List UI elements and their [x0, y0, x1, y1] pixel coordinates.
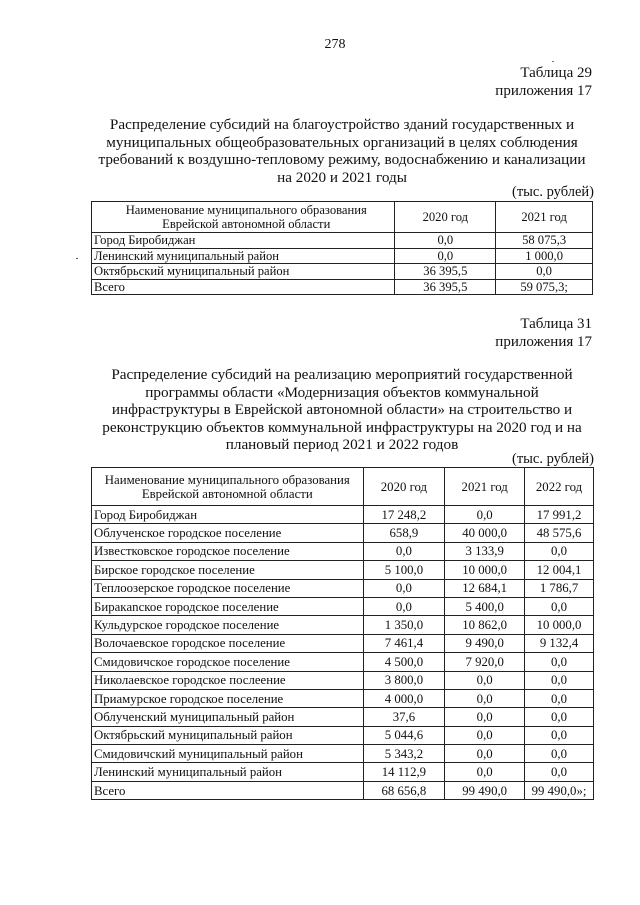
table-row [92, 524, 594, 542]
value-2022: 0,0 [525, 726, 594, 744]
row-name: Облученское городское поселение [92, 524, 364, 542]
value-2021: 7 920,0 [445, 653, 525, 671]
value-2020: 17 248,2 [363, 506, 445, 524]
table29-label-appendix: приложения 17 [495, 83, 592, 99]
value-2021: 0,0 [445, 708, 525, 726]
value-2020: 0,0 [363, 579, 445, 597]
table29-label-number: Таблица 29 [520, 65, 592, 81]
value-2021: 0,0 [445, 689, 525, 707]
value-2020: 4 500,0 [363, 653, 445, 671]
value-2021: 0,0 [445, 745, 525, 763]
value-2022: 0,0 [525, 671, 594, 689]
table29-units: (тыс. рублей) [512, 184, 594, 200]
row-name: Всего [92, 781, 364, 799]
title-line: требований к воздушно-тепловому режиму, водоснабжению и канализации [98, 151, 586, 168]
header-municipality: Наименование муниципального образования Еврейской автономной области [92, 468, 364, 506]
table29 [91, 201, 593, 295]
page-number: 278 [324, 37, 346, 52]
table31-title [82, 366, 602, 454]
table-header-row [92, 468, 594, 506]
value-2020: 5 100,0 [363, 561, 445, 579]
table-row [92, 763, 594, 781]
header-2020: 2020 год [395, 202, 496, 233]
scan-speck [552, 61, 554, 62]
table-row [92, 708, 594, 726]
row-name: Смидовичское городское поселение [92, 653, 364, 671]
value-2021: 9 490,0 [445, 634, 525, 652]
table-row [92, 542, 594, 560]
value-2020: 4 000,0 [363, 689, 445, 707]
value-2022: 9 132,4 [525, 634, 594, 652]
value-2020: 36 395,5 [395, 264, 496, 280]
row-name: Волочаевское городское поселение [92, 634, 364, 652]
row-name: Николаевское городское послеение [92, 671, 364, 689]
value-2021: 10 862,0 [445, 616, 525, 634]
value-2020: 0,0 [363, 597, 445, 615]
table-row [92, 745, 594, 763]
value-2020: 14 112,9 [363, 763, 445, 781]
value-2020: 68 656,8 [363, 781, 445, 799]
value-2021: 0,0 [496, 264, 593, 280]
title-line: реконструкцию объектов коммунальной инфраструктуры на 2020 год и на [102, 418, 582, 436]
value-2022: 0,0 [525, 542, 594, 560]
value-2022: 12 004,1 [525, 561, 594, 579]
table31 [91, 467, 594, 800]
value-2022: 48 575,6 [525, 524, 594, 542]
row-name: Октябрьский муниципальный район [92, 264, 395, 280]
value-2020: 0,0 [363, 542, 445, 560]
row-name: Теплоозерское городское поселение [92, 579, 364, 597]
row-name: Всего [92, 279, 395, 295]
value-2022: 17 991,2 [525, 506, 594, 524]
value-2020: 0,0 [395, 248, 496, 264]
title-line: на 2020 и 2021 годы [277, 168, 407, 186]
value-2020: 0,0 [395, 233, 496, 249]
value-2020: 36 395,5 [395, 279, 496, 295]
row-name: Известковское городское поселение [92, 542, 364, 560]
value-2021: 3 133,9 [445, 542, 525, 560]
title-line: инфраструктуры в Еврейской автономной области» на строительство и [111, 401, 573, 418]
title-line: программы области «Модернизация объектов коммунальной [145, 383, 539, 401]
row-name: Ленинский муниципальный район [92, 763, 364, 781]
header-2021: 2021 год [496, 202, 593, 233]
value-2020: 658,9 [363, 524, 445, 542]
value-2022: 0,0 [525, 597, 594, 615]
value-2021: 12 684,1 [445, 579, 525, 597]
value-2021: 10 000,0 [445, 561, 525, 579]
table31-label-appendix: приложения 17 [495, 334, 592, 350]
title-line: Распределение субсидий на реализацию мероприятий государственной [111, 366, 573, 383]
table-total-row [92, 279, 593, 295]
row-name: Бирское городское поселение [92, 561, 364, 579]
row-name: Смидовичский муниципальный район [92, 745, 364, 763]
value-2022: 99 490,0»; [525, 781, 594, 799]
value-2021: 1 000,0 [496, 248, 593, 264]
table29-title [82, 116, 602, 186]
table-row [92, 506, 594, 524]
table-total-row [92, 781, 594, 799]
value-2022: 0,0 [525, 689, 594, 707]
table-row [92, 671, 594, 689]
table-row [92, 597, 594, 615]
table-row [92, 653, 594, 671]
value-2022: 10 000,0 [525, 616, 594, 634]
header-2021: 2021 год [445, 468, 525, 506]
value-2020: 7 461,4 [363, 634, 445, 652]
row-name: Октябрьский муниципальный район [92, 726, 364, 744]
row-name: Биракanское городское поселение [92, 597, 364, 615]
value-2020: 37,6 [363, 708, 445, 726]
value-2021: 0,0 [445, 671, 525, 689]
row-name: Приамурское городское поселение [92, 689, 364, 707]
row-name: Облученский муниципальный район [92, 708, 364, 726]
row-name: Ленинский муниципальный район [92, 248, 395, 264]
table-row [92, 689, 594, 707]
table-row [92, 264, 593, 280]
value-2021: 0,0 [445, 763, 525, 781]
table31-label [495, 315, 592, 351]
table-row [92, 726, 594, 744]
scan-speck [76, 258, 78, 259]
title-line: плановый период 2021 и 2022 годов [225, 436, 459, 453]
table31-label-number: Таблица 31 [520, 316, 592, 332]
title-line: Распределение субсидий на благоустройство зданий государственных и [109, 116, 575, 133]
table-row [92, 233, 593, 249]
header-municipality: Наименование муниципального образования Еврейской автономной области [92, 202, 395, 233]
table-row [92, 634, 594, 652]
table-row [92, 579, 594, 597]
value-2021: 40 000,0 [445, 524, 525, 542]
value-2021: 59 075,3; [496, 279, 593, 295]
header-2022: 2022 год [525, 468, 594, 506]
value-2022: 0,0 [525, 708, 594, 726]
table-row [92, 248, 593, 264]
value-2021: 58 075,3 [496, 233, 593, 249]
row-name: Кульдурское городское поселение [92, 616, 364, 634]
value-2021: 0,0 [445, 726, 525, 744]
value-2022: 0,0 [525, 763, 594, 781]
value-2021: 5 400,0 [445, 597, 525, 615]
value-2022: 0,0 [525, 653, 594, 671]
table-row [92, 616, 594, 634]
value-2020: 5 044,6 [363, 726, 445, 744]
header-2020: 2020 год [363, 468, 445, 506]
row-name: Город Биробиджан [92, 233, 395, 249]
table31-units: (тыс. рублей) [512, 451, 594, 467]
value-2022: 0,0 [525, 745, 594, 763]
value-2022: 1 786,7 [525, 579, 594, 597]
value-2021: 0,0 [445, 506, 525, 524]
table-row [92, 561, 594, 579]
table-header-row [92, 202, 593, 233]
row-name: Город Биробиджан [92, 506, 364, 524]
table29-label [495, 64, 592, 100]
title-line: муниципальных общеобразовательных организаций в целях соблюдения [106, 133, 578, 151]
value-2020: 1 350,0 [363, 616, 445, 634]
value-2021: 99 490,0 [445, 781, 525, 799]
value-2020: 3 800,0 [363, 671, 445, 689]
value-2020: 5 343,2 [363, 745, 445, 763]
